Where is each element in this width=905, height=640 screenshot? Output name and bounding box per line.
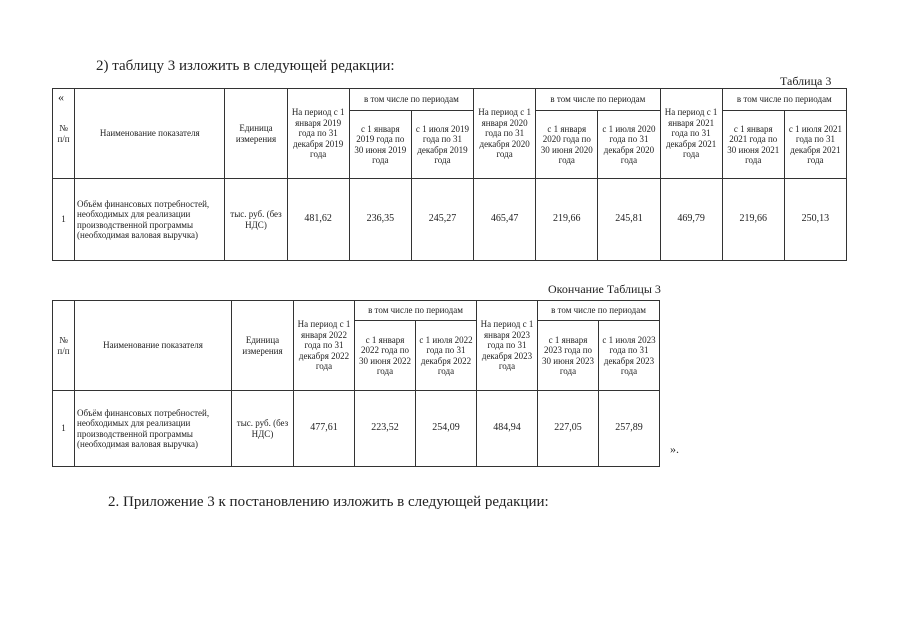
cell-2023-h2: 257,89 bbox=[599, 391, 660, 467]
cell-unit: тыс. руб. (без НДС) bbox=[225, 179, 287, 261]
cell-num: 1 bbox=[53, 179, 75, 261]
quote-close: ». bbox=[670, 442, 679, 456]
header-2023-h1: с 1 января 2023 года по 30 июня 2023 года bbox=[538, 321, 599, 391]
cell-2019-h1: 236,35 bbox=[349, 179, 411, 261]
header-2020-sub: в том числе по периодам bbox=[536, 89, 660, 111]
header-2020-h2: с 1 июля 2020 года по 31 декабря 2020 года bbox=[598, 111, 660, 179]
quote-open: « bbox=[58, 90, 64, 104]
cell-unit: тыс. руб. (без НДС) bbox=[232, 391, 294, 467]
table-row bbox=[53, 391, 660, 467]
header-2019-h1: с 1 января 2019 года по 30 июня 2019 года bbox=[349, 111, 411, 179]
header-name: Наименование показателя bbox=[75, 89, 225, 179]
header-2021-sub: в том числе по периодам bbox=[722, 89, 846, 111]
paragraph-intro: 2) таблицу 3 изложить в следующей редакции: bbox=[96, 58, 395, 74]
cell-2020-h1: 219,66 bbox=[536, 179, 598, 261]
header-2019-h2: с 1 июля 2019 года по 31 декабря 2019 года bbox=[411, 111, 473, 179]
header-2022: На период с 1 января 2022 года по 31 декабря 2022 года bbox=[294, 301, 355, 391]
header-unit: Единица измерения bbox=[225, 89, 287, 179]
header-unit: Единица измерения bbox=[232, 301, 294, 391]
paragraph-appendix: 2. Приложение 3 к постановлению изложить в следующей редакции: bbox=[108, 494, 549, 510]
header-name: Наименование показателя bbox=[75, 301, 232, 391]
cell-2022-h1: 223,52 bbox=[355, 391, 416, 467]
header-2020: На период с 1 января 2020 года по 31 декабря 2020 года bbox=[474, 89, 536, 179]
header-num: № п/п bbox=[53, 89, 75, 179]
cell-num: 1 bbox=[53, 391, 75, 467]
cell-2023-h1: 227,05 bbox=[538, 391, 599, 467]
cell-name: Объём финансовых потребностей, необходимых для реализации производственной программы (необходимая валовая выручка) bbox=[75, 179, 225, 261]
table-3 bbox=[52, 88, 847, 261]
header-2023-sub: в том числе по периодам bbox=[538, 301, 660, 321]
cell-2022-h2: 254,09 bbox=[416, 391, 477, 467]
cell-2022: 477,61 bbox=[294, 391, 355, 467]
cell-2021-h1: 219,66 bbox=[722, 179, 784, 261]
cell-name: Объём финансовых потребностей, необходимых для реализации производственной программы (необходимая валовая выручка) bbox=[75, 391, 232, 467]
header-2022-sub: в том числе по периодам bbox=[355, 301, 477, 321]
header-2019-sub: в том числе по периодам bbox=[349, 89, 473, 111]
header-2021: На период с 1 января 2021 года по 31 декабря 2021 года bbox=[660, 89, 722, 179]
table-row bbox=[53, 179, 847, 261]
header-2023-h2: с 1 июля 2023 года по 31 декабря 2023 года bbox=[599, 321, 660, 391]
header-2020-h1: с 1 января 2020 года по 30 июня 2020 года bbox=[536, 111, 598, 179]
table2-caption: Окончание Таблицы 3 bbox=[548, 282, 661, 296]
cell-2021-h2: 250,13 bbox=[784, 179, 846, 261]
header-2023: На период с 1 января 2023 года по 31 декабря 2023 года bbox=[477, 301, 538, 391]
cell-2023: 484,94 bbox=[477, 391, 538, 467]
header-2019: На период с 1 января 2019 года по 31 декабря 2019 года bbox=[287, 89, 349, 179]
cell-2020: 465,47 bbox=[474, 179, 536, 261]
cell-2021: 469,79 bbox=[660, 179, 722, 261]
header-2021-h2: с 1 июля 2021 года по 31 декабря 2021 года bbox=[784, 111, 846, 179]
header-2022-h1: с 1 января 2022 года по 30 июня 2022 года bbox=[355, 321, 416, 391]
header-2021-h1: с 1 января 2021 года по 30 июня 2021 года bbox=[722, 111, 784, 179]
header-2022-h2: с 1 июля 2022 года по 31 декабря 2022 года bbox=[416, 321, 477, 391]
cell-2020-h2: 245,81 bbox=[598, 179, 660, 261]
header-num: № п/п bbox=[53, 301, 75, 391]
cell-2019-h2: 245,27 bbox=[411, 179, 473, 261]
table-3-end bbox=[52, 300, 660, 467]
table1-caption: Таблица 3 bbox=[780, 74, 832, 88]
cell-2019: 481,62 bbox=[287, 179, 349, 261]
